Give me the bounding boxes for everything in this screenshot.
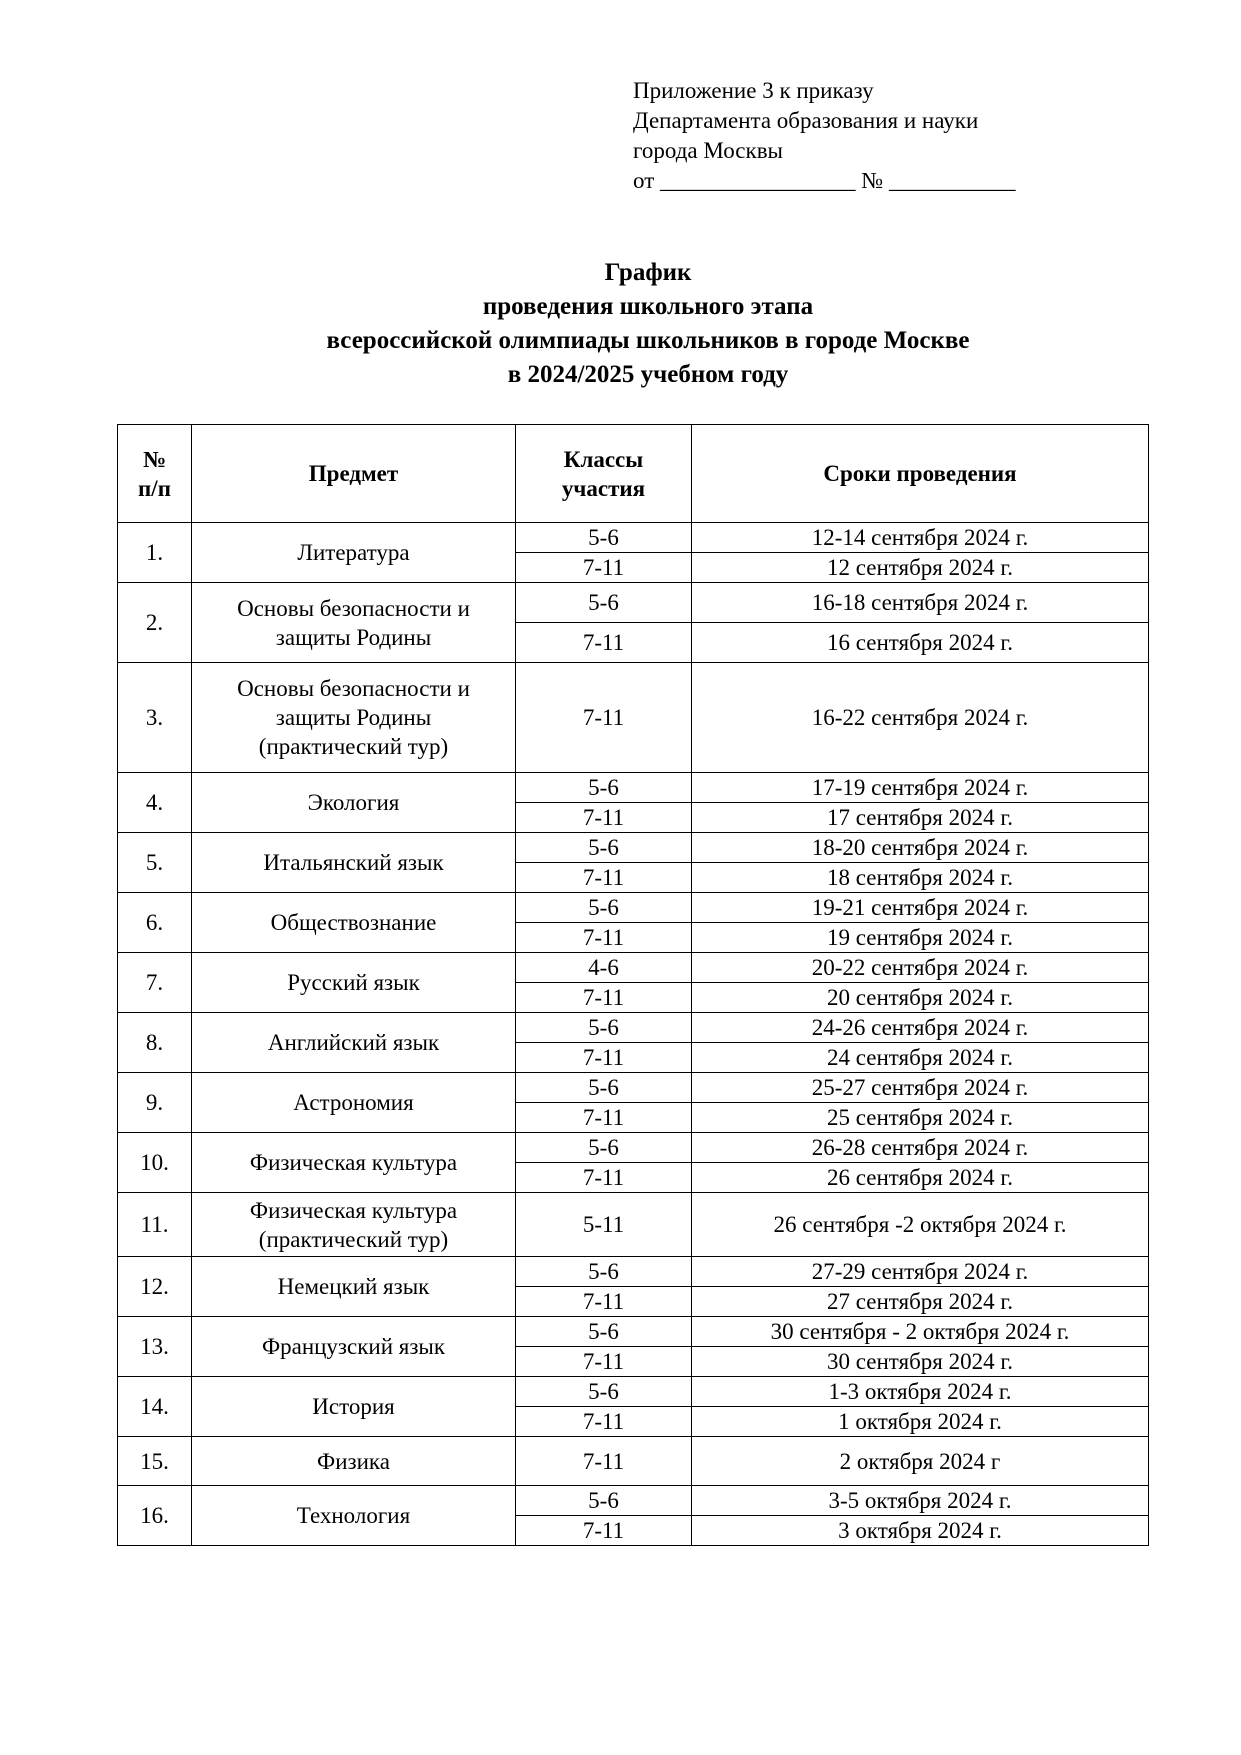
table-row xyxy=(118,833,1149,863)
table-row xyxy=(118,1193,1149,1257)
subject-line: Физическая культура xyxy=(249,1197,458,1223)
header-classes-line: Классы xyxy=(563,446,644,472)
subject-cell xyxy=(192,833,516,893)
table-row xyxy=(118,953,1149,983)
row-number: 11. xyxy=(118,1193,192,1257)
title-line: проведения школьного этапа xyxy=(482,293,814,320)
classes-cell: 4-6 xyxy=(516,953,692,983)
row-number: 9. xyxy=(118,1073,192,1133)
header-dates: Сроки проведения xyxy=(692,425,1149,523)
header-number-line: № xyxy=(142,446,167,472)
subject-line: защиты Родины xyxy=(275,705,432,730)
subject-line: защиты Родины xyxy=(275,624,432,650)
header-classes-line: участия xyxy=(561,475,646,501)
subject-line: Итальянский язык xyxy=(263,850,444,875)
table-row xyxy=(118,773,1149,803)
classes-cell: 7-11 xyxy=(516,983,692,1013)
table-row xyxy=(118,893,1149,923)
dates-cell: 12-14 сентября 2024 г. xyxy=(692,523,1149,553)
classes-cell: 7-11 xyxy=(516,553,692,583)
classes-cell: 5-6 xyxy=(516,833,692,863)
dates-cell: 27-29 сентября 2024 г. xyxy=(692,1257,1149,1287)
dates-cell: 26-28 сентября 2024 г. xyxy=(692,1133,1149,1163)
title-line: График xyxy=(604,259,692,286)
classes-cell: 7-11 xyxy=(516,1103,692,1133)
classes-cell: 7-11 xyxy=(516,1163,692,1193)
dates-cell: 20 сентября 2024 г. xyxy=(692,983,1149,1013)
table-row xyxy=(118,1073,1149,1103)
row-number: 7. xyxy=(118,953,192,1013)
subject-line: Русский язык xyxy=(287,970,420,995)
dates-cell: 3-5 октября 2024 г. xyxy=(692,1486,1149,1516)
classes-cell: 7-11 xyxy=(516,1437,692,1486)
classes-cell: 7-11 xyxy=(516,1516,692,1546)
schedule-body xyxy=(118,523,1149,1546)
table-row xyxy=(118,663,1149,773)
appendix-line: Департамента образования и науки xyxy=(633,108,979,133)
row-number: 3. xyxy=(118,663,192,773)
dates-cell: 3 октября 2024 г. xyxy=(692,1516,1149,1546)
dates-cell: 1 октября 2024 г. xyxy=(692,1407,1149,1437)
dates-cell: 25 сентября 2024 г. xyxy=(692,1103,1149,1133)
table-row xyxy=(118,1133,1149,1163)
classes-cell: 5-6 xyxy=(516,773,692,803)
subject-line: История xyxy=(312,1394,395,1419)
classes-cell: 7-11 xyxy=(516,1287,692,1317)
classes-cell: 5-6 xyxy=(516,583,692,623)
classes-cell: 5-6 xyxy=(516,1257,692,1287)
classes-cell: 7-11 xyxy=(516,803,692,833)
appendix-line: Приложение 3 к приказу xyxy=(633,78,874,103)
classes-cell: 5-6 xyxy=(516,1377,692,1407)
row-number: 8. xyxy=(118,1013,192,1073)
document-title xyxy=(0,256,1241,392)
row-number: 10. xyxy=(118,1133,192,1193)
subject-line: (практический тур) xyxy=(258,1226,449,1252)
subject-line: (практический тур) xyxy=(258,734,449,759)
subject-line: Экология xyxy=(307,790,400,815)
subject-line: Английский язык xyxy=(267,1030,440,1055)
row-number: 5. xyxy=(118,833,192,893)
dates-cell: 18 сентября 2024 г. xyxy=(692,863,1149,893)
subject-line: Литература xyxy=(297,540,410,565)
subject-cell xyxy=(192,523,516,583)
row-number: 16. xyxy=(118,1486,192,1546)
subject-cell xyxy=(192,663,516,773)
classes-cell: 7-11 xyxy=(516,1407,692,1437)
subject-line: Основы безопасности и xyxy=(237,676,470,701)
schedule-table xyxy=(117,424,1149,1546)
subject-cell xyxy=(192,893,516,953)
header-number xyxy=(118,425,192,523)
classes-cell: 5-6 xyxy=(516,1013,692,1043)
classes-cell: 5-6 xyxy=(516,1133,692,1163)
table-row xyxy=(118,523,1149,553)
subject-line: Обществознание xyxy=(270,910,437,935)
classes-cell: 7-11 xyxy=(516,923,692,953)
table-row xyxy=(118,583,1149,623)
table-row xyxy=(118,1013,1149,1043)
row-number: 12. xyxy=(118,1257,192,1317)
dates-cell: 26 сентября -2 октября 2024 г. xyxy=(692,1193,1149,1257)
row-number: 6. xyxy=(118,893,192,953)
classes-cell: 7-11 xyxy=(516,663,692,773)
subject-cell xyxy=(192,1317,516,1377)
appendix-note xyxy=(633,76,1015,196)
row-number: 14. xyxy=(118,1377,192,1437)
dates-cell: 24 сентября 2024 г. xyxy=(692,1043,1149,1073)
dates-cell: 16-18 сентября 2024 г. xyxy=(692,583,1149,623)
classes-cell: 5-6 xyxy=(516,893,692,923)
subject-cell xyxy=(192,1486,516,1546)
dates-cell: 26 сентября 2024 г. xyxy=(692,1163,1149,1193)
subject-line: Физика xyxy=(317,1448,390,1474)
header-subject: Предмет xyxy=(192,425,516,523)
header-classes xyxy=(516,425,692,523)
dates-cell: 17-19 сентября 2024 г. xyxy=(692,773,1149,803)
subject-cell xyxy=(192,1257,516,1317)
title-line: всероссийской олимпиады школьников в городе Москве xyxy=(326,327,970,354)
row-number: 4. xyxy=(118,773,192,833)
classes-cell: 7-11 xyxy=(516,1347,692,1377)
dates-cell: 19 сентября 2024 г. xyxy=(692,923,1149,953)
subject-line: Астрономия xyxy=(293,1090,414,1115)
dates-cell: 25-27 сентября 2024 г. xyxy=(692,1073,1149,1103)
subject-cell xyxy=(192,773,516,833)
subject-cell xyxy=(192,583,516,663)
subject-line: Французский язык xyxy=(261,1334,446,1359)
subject-line: Основы безопасности и xyxy=(237,595,470,621)
classes-cell: 5-6 xyxy=(516,523,692,553)
row-number: 2. xyxy=(118,583,192,663)
classes-cell: 5-6 xyxy=(516,1073,692,1103)
subject-cell xyxy=(192,953,516,1013)
row-number: 13. xyxy=(118,1317,192,1377)
header-number-line: п/п xyxy=(138,475,171,501)
subject-cell xyxy=(192,1133,516,1193)
table-row xyxy=(118,1377,1149,1407)
row-number: 15. xyxy=(118,1437,192,1486)
dates-cell: 16 сентября 2024 г. xyxy=(692,623,1149,663)
subject-cell xyxy=(192,1437,516,1486)
subject-cell xyxy=(192,1193,516,1257)
subject-cell xyxy=(192,1377,516,1437)
dates-cell: 12 сентября 2024 г. xyxy=(692,553,1149,583)
table-row xyxy=(118,1486,1149,1516)
dates-cell: 18-20 сентября 2024 г. xyxy=(692,833,1149,863)
classes-cell: 5-6 xyxy=(516,1486,692,1516)
dates-cell: 30 сентября - 2 октября 2024 г. xyxy=(692,1317,1149,1347)
header-row xyxy=(118,425,1149,523)
dates-cell: 19-21 сентября 2024 г. xyxy=(692,893,1149,923)
subject-line: Физическая культура xyxy=(249,1150,458,1175)
table-row xyxy=(118,1257,1149,1287)
appendix-line: города Москвы xyxy=(633,138,784,163)
dates-cell: 27 сентября 2024 г. xyxy=(692,1287,1149,1317)
classes-cell: 7-11 xyxy=(516,623,692,663)
classes-cell: 5-6 xyxy=(516,1317,692,1347)
dates-cell: 16-22 сентября 2024 г. xyxy=(692,663,1149,773)
title-line: в 2024/2025 учебном году xyxy=(507,361,789,388)
dates-cell: 2 октября 2024 г xyxy=(692,1437,1149,1486)
subject-cell xyxy=(192,1013,516,1073)
dates-cell: 17 сентября 2024 г. xyxy=(692,803,1149,833)
dates-cell: 20-22 сентября 2024 г. xyxy=(692,953,1149,983)
subject-line: Немецкий язык xyxy=(277,1274,430,1299)
table-row xyxy=(118,1317,1149,1347)
subject-line: Технология xyxy=(296,1503,411,1528)
table-row xyxy=(118,1437,1149,1486)
classes-cell: 7-11 xyxy=(516,863,692,893)
dates-cell: 1-3 октября 2024 г. xyxy=(692,1377,1149,1407)
subject-cell xyxy=(192,1073,516,1133)
row-number: 1. xyxy=(118,523,192,583)
dates-cell: 30 сентября 2024 г. xyxy=(692,1347,1149,1377)
classes-cell: 7-11 xyxy=(516,1043,692,1073)
appendix-line: от _________________ № ___________ xyxy=(633,168,1016,193)
dates-cell: 24-26 сентября 2024 г. xyxy=(692,1013,1149,1043)
classes-cell: 5-11 xyxy=(516,1193,692,1257)
